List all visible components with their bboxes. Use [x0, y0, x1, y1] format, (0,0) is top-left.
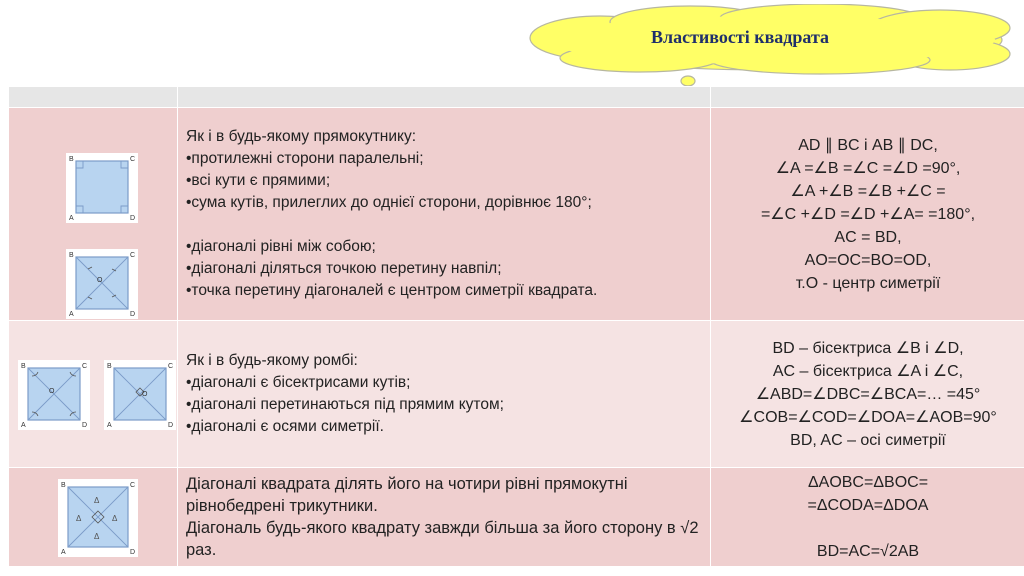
label-d: D — [168, 422, 174, 429]
formula-line: BD – бісектриса ∠B і ∠D, — [772, 339, 964, 357]
formula-line: AO=OC=BO=OD, — [804, 251, 932, 269]
formula-line: ∠ABD=∠DBC=∠BCA=… =45° — [755, 385, 981, 403]
description-line: •сума кутів, прилеглих до однієї сторони, дорівнює 180°; — [186, 194, 592, 211]
label-c: C — [130, 156, 136, 163]
triangle-mark: Δ — [94, 532, 100, 541]
table-row — [9, 321, 1024, 468]
figures-cell — [9, 108, 178, 321]
label-o: O — [142, 391, 148, 398]
formula-line: AC = BD, — [834, 228, 902, 246]
formula-line: ∠COB=∠COD=∠DOA=∠AOB=90° — [739, 408, 997, 426]
label-d: D — [82, 422, 88, 429]
label-c: C — [82, 363, 88, 370]
label-d: D — [130, 215, 136, 222]
label-c: C — [130, 482, 136, 489]
description-line: •всі кути є прямими; — [186, 172, 331, 189]
figures-cell — [9, 321, 178, 468]
properties-table — [8, 86, 1024, 567]
formula-cell — [711, 108, 1024, 321]
formula-line: AD ∥ BC і AB ∥ DC, — [798, 136, 938, 154]
description-line: Діагоналі квадрата ділять його на чотири рівні прямокутні рівнобедрені трикутники. — [186, 475, 628, 515]
description-line: •протилежні сторони паралельні; — [186, 150, 424, 167]
description-cell — [178, 321, 711, 468]
description-line: •діагоналі діляться точкою перетину навпіл; — [186, 260, 502, 277]
header-row — [9, 87, 1024, 108]
formula-cell — [711, 321, 1024, 468]
label-c: C — [130, 252, 136, 259]
formula-line: ∠A +∠B =∠B +∠C = — [790, 182, 946, 200]
spacer — [186, 214, 702, 236]
figures-cell — [9, 468, 178, 567]
label-a: A — [107, 422, 112, 429]
square-diagonals-figure — [66, 249, 138, 319]
formula-line: BD, AC – осі симетрії — [790, 431, 946, 449]
square-bisectors-figure — [18, 360, 90, 430]
spacer — [712, 517, 1024, 540]
formula-line: =ΔCODA=ΔDOA — [807, 497, 929, 514]
label-c: C — [168, 363, 174, 370]
label-d: D — [130, 311, 136, 318]
square-four-triangles-figure — [58, 479, 138, 557]
label-b: B — [69, 156, 74, 163]
description-cell — [178, 108, 711, 321]
formula-line: ∠A =∠B =∠C =∠D =90°, — [775, 159, 961, 177]
description-line: •точка перетину діагоналей є центром симетрії квадрата. — [186, 282, 598, 299]
table-row — [9, 468, 1024, 567]
label-b: B — [107, 363, 112, 370]
triangle-mark: Δ — [112, 514, 118, 523]
formula-line: ΔAOBC=ΔBOC= — [807, 474, 929, 491]
label-b: B — [61, 482, 66, 489]
description-line: •діагоналі є бісектрисами кутів; — [186, 374, 411, 391]
square-perpendicular-diagonals-figure — [104, 360, 176, 430]
label-a: A — [21, 422, 26, 429]
page-title: Властивості квадрата — [650, 27, 830, 47]
label-b: B — [21, 363, 26, 370]
description-cell — [178, 468, 711, 567]
label-a: A — [69, 311, 74, 318]
square-right-angles-figure — [66, 153, 138, 223]
label-d: D — [130, 549, 136, 556]
triangle-mark: Δ — [94, 496, 100, 505]
description-line: •діагоналі рівні між собою; — [186, 238, 376, 255]
description-line: •діагоналі перетинаються під прямим кутом; — [186, 396, 504, 413]
label-b: B — [69, 252, 74, 259]
triangle-mark: Δ — [76, 514, 82, 523]
label-o: O — [49, 388, 55, 395]
description-line: •діагоналі є осями симетрії. — [186, 418, 384, 435]
description-line: Як і в будь-якому прямокутнику: — [186, 128, 417, 145]
table-row — [9, 108, 1024, 321]
formula-line: AC – бісектриса ∠A і ∠C, — [772, 362, 964, 380]
label-o: O — [97, 277, 103, 284]
label-a: A — [69, 215, 74, 222]
label-a: A — [61, 549, 66, 556]
formula-line: BD=AC=√2AB — [816, 543, 920, 560]
formula-line: =∠C +∠D =∠D +∠A= =180°, — [760, 205, 976, 223]
formula-cell — [711, 468, 1024, 567]
formula-line: т.О - центр симетрії — [795, 274, 941, 292]
description-line: Діагональ будь-якого квадрату завжди більша за його сторону в √2 раз. — [186, 519, 699, 559]
description-line: Як і в будь-якому ромбі: — [186, 352, 358, 369]
